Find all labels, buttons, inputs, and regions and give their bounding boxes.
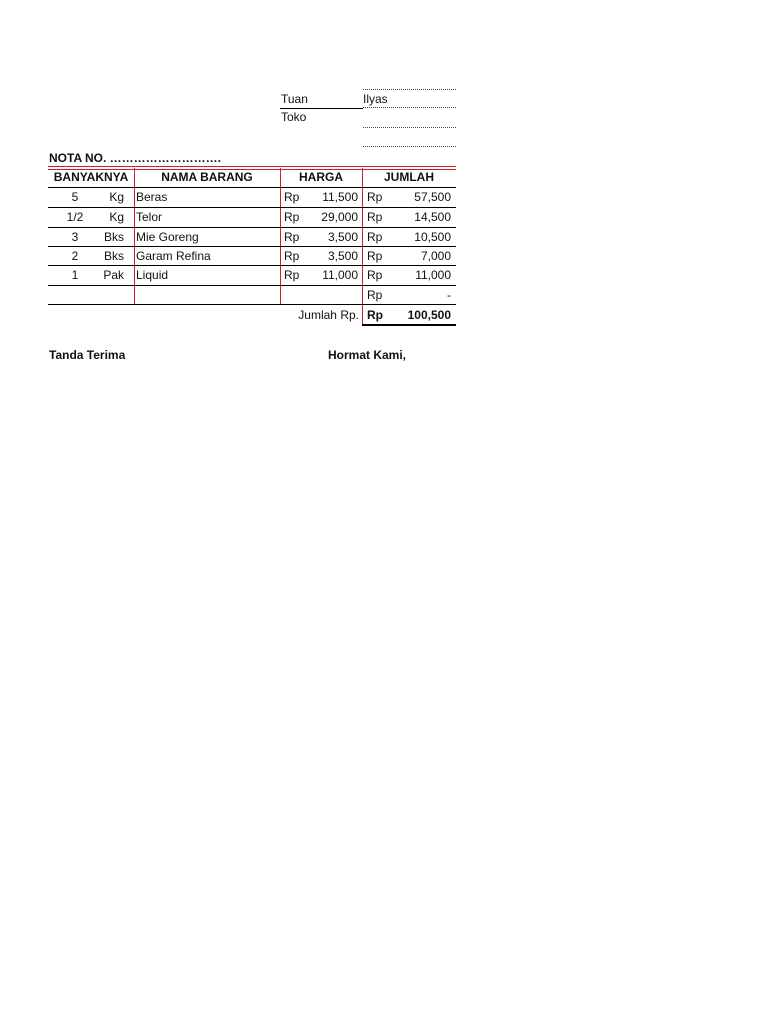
footer-receiver-label: Tanda Terima bbox=[49, 348, 126, 362]
row-line bbox=[48, 246, 456, 247]
row-amount: 57,500 bbox=[414, 190, 451, 204]
row-item-name: Mie Goreng bbox=[136, 230, 199, 244]
row-price-currency: Rp bbox=[284, 268, 300, 282]
total-underline bbox=[362, 324, 456, 326]
row-qty: 1 bbox=[71, 268, 79, 282]
row-amount: 14,500 bbox=[414, 210, 451, 224]
row-amount-currency: Rp bbox=[367, 230, 383, 244]
footer-sender-label: Hormat Kami, bbox=[328, 348, 407, 362]
row-price: 11,500 bbox=[322, 190, 358, 204]
col-divider-2 bbox=[280, 168, 281, 304]
row-price-currency: Rp bbox=[284, 249, 300, 263]
toko-dotted-line-1 bbox=[363, 127, 456, 128]
row-item-name: Liquid bbox=[136, 268, 169, 282]
row-amount: 10,500 bbox=[414, 230, 451, 244]
col-header-harga: HARGA bbox=[299, 170, 343, 184]
row-amount-currency: Rp bbox=[367, 268, 383, 282]
tuan-underline bbox=[280, 108, 363, 109]
row-line bbox=[48, 304, 456, 305]
row-unit: Kg bbox=[109, 210, 124, 224]
nota-number-label: NOTA NO. ………………………. bbox=[49, 151, 221, 165]
total-value: 100,500 bbox=[407, 308, 451, 322]
row-line bbox=[48, 187, 456, 188]
col-header-jumlah: JUMLAH bbox=[384, 170, 434, 184]
row-item-name: Garam Refina bbox=[136, 249, 211, 263]
row-price-currency: Rp bbox=[284, 230, 300, 244]
row-unit: Kg bbox=[109, 190, 124, 204]
row-item-name: Beras bbox=[136, 190, 168, 204]
row-amount: - bbox=[447, 288, 451, 302]
row-item-name: Telor bbox=[136, 210, 163, 224]
col-header-nama-barang: NAMA BARANG bbox=[161, 170, 253, 184]
row-qty: 3 bbox=[71, 230, 79, 244]
row-line bbox=[48, 227, 456, 228]
row-qty: 5 bbox=[71, 190, 79, 204]
total-label: Jumlah Rp. bbox=[298, 308, 359, 322]
row-line bbox=[48, 265, 456, 266]
toko-dotted-line-2 bbox=[363, 146, 456, 147]
row-line bbox=[48, 207, 456, 208]
row-price: 11,000 bbox=[322, 268, 358, 282]
row-price-currency: Rp bbox=[284, 190, 300, 204]
row-amount-currency: Rp bbox=[367, 249, 383, 263]
row-unit: Bks bbox=[103, 230, 124, 244]
row-amount-currency: Rp bbox=[367, 288, 383, 302]
top-dotted-line bbox=[363, 89, 456, 90]
tuan-value: Ilyas bbox=[363, 92, 388, 106]
toko-label: Toko bbox=[281, 110, 307, 124]
tuan-label: Tuan bbox=[281, 92, 308, 106]
row-unit: Pak bbox=[103, 268, 124, 282]
row-line bbox=[48, 285, 456, 286]
row-price: 29,000 bbox=[321, 210, 358, 224]
tuan-dotted-line bbox=[363, 107, 456, 108]
row-amount-currency: Rp bbox=[367, 190, 383, 204]
row-qty: 2 bbox=[71, 249, 79, 263]
row-qty: 1/2 bbox=[66, 210, 84, 224]
col-header-banyaknya: BANYAKNYA bbox=[53, 170, 129, 184]
row-amount: 11,000 bbox=[415, 268, 451, 282]
row-price-currency: Rp bbox=[284, 210, 300, 224]
row-unit: Bks bbox=[103, 249, 124, 263]
row-amount-currency: Rp bbox=[367, 210, 383, 224]
col-divider-3 bbox=[362, 168, 363, 326]
red-rule-top bbox=[48, 166, 456, 167]
row-price: 3,500 bbox=[327, 249, 358, 263]
col-divider-1 bbox=[134, 168, 135, 304]
total-currency: Rp bbox=[367, 308, 383, 322]
row-price: 3,500 bbox=[327, 230, 358, 244]
row-amount: 7,000 bbox=[420, 249, 451, 263]
